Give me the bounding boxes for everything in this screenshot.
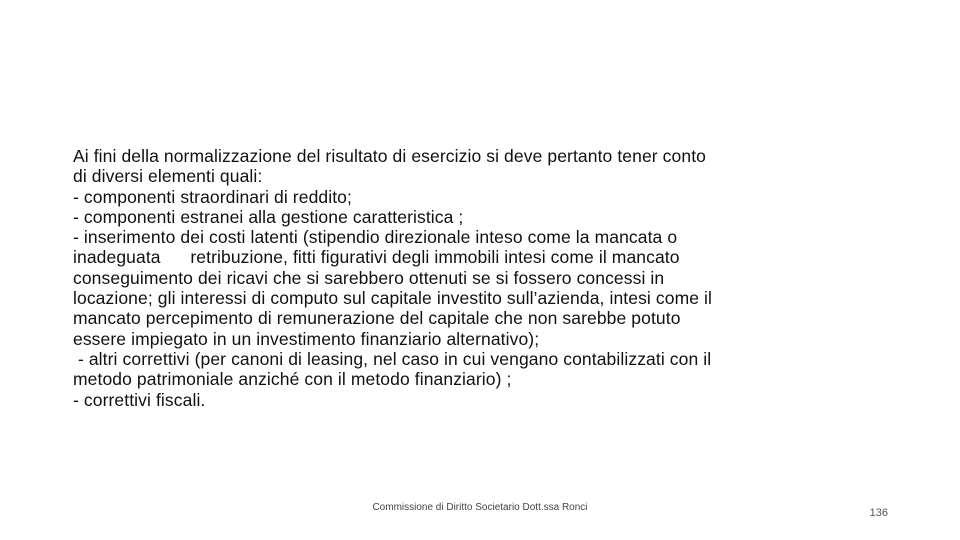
slide-footer: Commissione di Diritto Societario Dott.ssa Ronci: [372, 502, 588, 513]
body-line: locazione; gli interessi di computo sul capitale investito sull’azienda, intesi come il: [73, 288, 713, 309]
body-line: conseguimento dei ricavi che si sarebbero ottenuti se si fossero concessi in: [73, 267, 665, 288]
page-number: 136: [869, 507, 888, 519]
body-line: - componenti straordinari di reddito;: [73, 186, 352, 207]
body-line: - altri correttivi (per canoni di leasing, nel caso in cui vengano contabilizzati con il: [73, 348, 712, 369]
body-line: di diversi elementi quali:: [73, 166, 263, 187]
body-line: inadeguata retribuzione, fitti figurativi degli immobili intesi come il mancato: [73, 247, 680, 268]
body-line: mancato percepimento di remunerazione del capitale che non sarebbe potuto: [73, 308, 681, 329]
body-line: Ai fini della normalizzazione del risultato di esercizio si deve pertanto tener conto: [73, 146, 706, 166]
body-line: metodo patrimoniale anziché con il metodo finanziario) ;: [73, 369, 512, 390]
body-line: - inserimento dei costi latenti (stipendio direzionale inteso come la mancata o: [73, 227, 678, 248]
body-line: essere impiegato in un investimento finanziario alternativo);: [73, 328, 540, 349]
body-line: - correttivi fiscali.: [73, 389, 206, 410]
slide-body-text: [73, 146, 893, 410]
body-line: - componenti estranei alla gestione caratteristica ;: [73, 206, 464, 227]
